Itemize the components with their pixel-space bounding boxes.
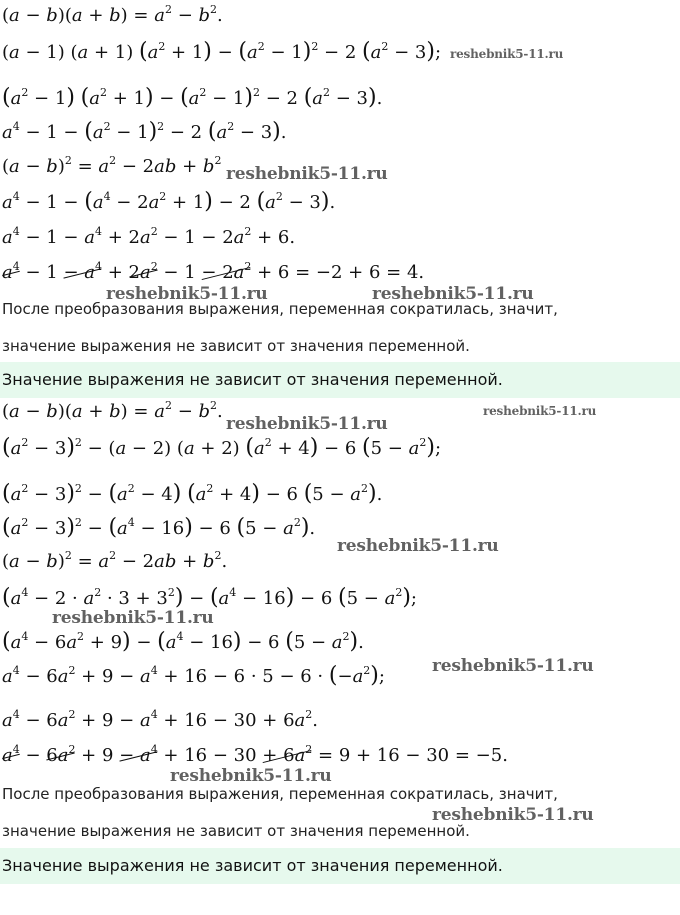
formula-1-line-6: $a^4 - 1 - (a^4 - 2a^2 + 1) - 2$ $(a^2 - 3)$. [2,189,336,214]
conclusion-1-line-2: значение выражения не зависит от значения переменной. [2,337,470,355]
answer-box-2: Значение выражения не зависит от значения переменной. [0,848,680,884]
formula-1-line-8: $a^4 - 1 - a^4 + 2a^2 - 1 - 2a^2 + 6 = -2 + 6 = 4$. [2,260,425,283]
watermark-logo: reshebnik5-11.ru [450,47,564,61]
conclusion-1-line-1: После преобразования выражения, переменная сократилась, значит, [2,300,558,318]
watermark-logo: reshebnik5-11.ru [432,805,594,825]
watermark-logo: reshebnik5-11.ru [372,284,534,304]
watermark-logo: reshebnik5-11.ru [337,536,499,556]
watermark-logo: reshebnik5-11.ru [170,766,332,786]
watermark-logo: reshebnik5-11.ru [483,404,597,418]
watermark-logo: reshebnik5-11.ru [226,414,388,434]
formula-1-line-2: (a − 1) (a + 1) $(a^2 + 1) - (a^2 - 1)^2 - 2$ $(a^2 - 3)$; [2,39,442,64]
watermark-logo: reshebnik5-11.ru [52,608,214,628]
watermark-logo: reshebnik5-11.ru [226,164,388,184]
formula-2-line-3: $(a^2 - 3)^2 - (a^2 - 4) (a^2 + 4) - 6$ $(5 - a^2)$. [2,481,383,506]
formula-1-line-5: $(a - b)^2 = a^2 - 2ab + b^2$ [2,154,222,177]
formula-2-line-5: $(a - b)^2 = a^2 - 2ab + b^2$. [2,549,228,572]
formula-2-line-10: $a^4 - 6a^2 + 9 - a^4 + 16 - 30 + 6a^2 = 9 + 16 - 30 = -5$. [2,743,508,766]
formula-2-line-1: $(a - b)(a + b) = a^2 - b^2$. [2,399,223,422]
formula-2-line-9: $a^4 - 6a^2 + 9 - a^4 + 16 - 30 + 6a^2$. [2,708,319,731]
watermark-logo: reshebnik5-11.ru [432,656,594,676]
watermark-logo: reshebnik5-11.ru [106,284,268,304]
formula-2-line-2: $(a^2 - 3)^2 - (a - 2) (a + 2) (a^2 + 4) - 6$ $(5 - a^2)$; [2,435,442,460]
formula-2-line-6: $(a^4 - 2 \cdot a^2 \cdot 3 + 3^2) - (a^4 - 16) - 6$ $(5 - a^2)$; [2,585,417,610]
formula-2-line-8: $a^4 - 6a^2 + 9 - a^4 + 16 - 6 \cdot 5 - 6 \cdot (-a^2)$; [2,663,385,688]
formula-2-line-7: $(a^4 - 6a^2 + 9) - (a^4 - 16) - 6$ $(5 - a^2)$. [2,629,364,654]
answer-box-1: Значение выражения не зависит от значения переменной. [0,362,680,398]
conclusion-2-line-1: После преобразования выражения, переменная сократилась, значит, [2,785,558,803]
formula-1-line-7: $a^4 - 1 - a^4 + 2a^2 - 1 - 2a^2 + 6$. [2,225,296,248]
conclusion-2-line-2: значение выражения не зависит от значения переменной. [2,822,470,840]
formula-1-line-1: $(a - b)(a + b) = a^2 - b^2$. [2,3,223,26]
formula-1-line-3: $(a^2 - 1) (a^2 + 1) - (a^2 - 1)^2 - 2$ $(a^2 - 3)$. [2,85,383,110]
formula-1-line-4: $a^4 - 1 - (a^2 - 1)^2 - 2$ $(a^2 - 3)$. [2,119,287,144]
formula-2-line-4: $(a^2 - 3)^2 - (a^4 - 16) - 6$ $(5 - a^2)$. [2,515,316,540]
